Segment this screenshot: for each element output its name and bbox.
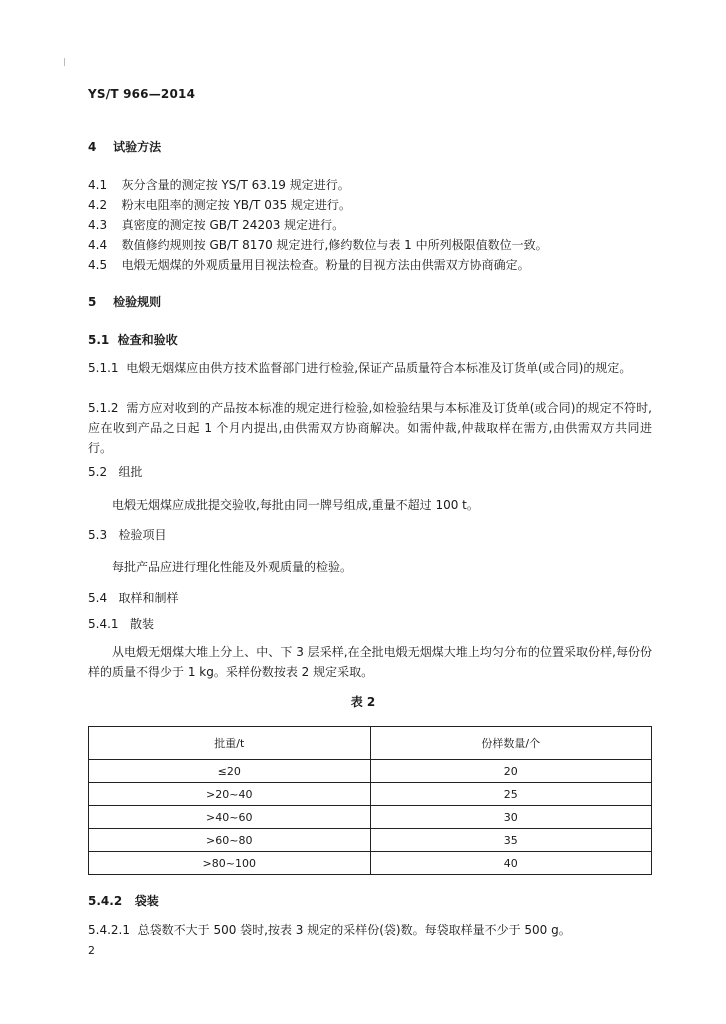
section-5-heading — [88, 294, 161, 310]
section-5-4-number: 5.4 — [88, 591, 108, 605]
section-4-title: 试验方法 — [113, 140, 162, 154]
clause-5-4-2-1 — [88, 922, 571, 938]
table-header-batch-weight: 批重/t — [89, 727, 371, 760]
section-5-4-1-title: 散装 — [130, 617, 155, 631]
section-5-4-1-number: 5.4.1 — [88, 617, 119, 631]
section-5-2-heading — [88, 464, 143, 480]
clause-4-2 — [88, 197, 351, 213]
table-cell-batch-weight: >20~40 — [89, 783, 371, 806]
clause-4-1-text: 灰分含量的测定按 YS/T 63.19 规定进行。 — [121, 178, 350, 192]
clause-5-1-1-text: 电煅无烟煤应由供方技术监督部门进行检验,保证产品质量符合本标准及订货单(或合同)的规定。 — [126, 361, 632, 375]
table-cell-sample-count: 40 — [370, 852, 652, 875]
clause-5-1-2 — [88, 398, 652, 458]
section-5-3-heading — [88, 527, 167, 543]
clause-4-4 — [88, 237, 548, 253]
table-row — [89, 760, 652, 783]
clause-4-3-text: 真密度的测定按 GB/T 24203 规定进行。 — [121, 218, 345, 232]
table-cell-batch-weight: >40~60 — [89, 806, 371, 829]
section-5-2-title: 组批 — [118, 465, 143, 479]
section-5-1-title: 检查和验收 — [117, 333, 178, 347]
section-5-4-2-number: 5.4.2 — [88, 894, 123, 908]
clause-4-5 — [88, 257, 530, 273]
table-cell-batch-weight: >80~100 — [89, 852, 371, 875]
table-cell-sample-count: 25 — [370, 783, 652, 806]
clause-5-1-1 — [88, 358, 652, 378]
section-5-4-heading — [88, 590, 179, 606]
table-cell-sample-count: 20 — [370, 760, 652, 783]
clause-4-1-number: 4.1 — [88, 178, 108, 192]
section-5-2-text: 电煅无烟煤应成批提交验收,每批由同一牌号组成,重量不超过 100 t。 — [112, 498, 479, 512]
clause-4-4-number: 4.4 — [88, 238, 108, 252]
clause-4-5-text: 电煅无烟煤的外观质量用目视法检查。粉量的目视方法由供需双方协商确定。 — [121, 258, 530, 272]
section-5-2-number: 5.2 — [88, 465, 108, 479]
table-row — [89, 829, 652, 852]
section-5-4-2-heading — [88, 893, 159, 909]
table-row — [89, 783, 652, 806]
table-cell-batch-weight: ≤20 — [89, 760, 371, 783]
clause-4-1 — [88, 177, 350, 193]
clause-5-4-2-1-text: 总袋数不大于 500 袋时,按表 3 规定的采样份(袋)数。每袋取样量不少于 500 g。 — [137, 923, 571, 937]
clause-5-4-2-1-number: 5.4.2.1 — [88, 923, 130, 937]
section-5-4-1-text: 从电煅无烟煤大堆上分上、中、下 3 层采样,在全批电煅无烟煤大堆上均匀分布的位置采取份样,每份份样的质量不得少于 1 kg。采样份数按表 2 规定采取。 — [88, 645, 652, 679]
clause-4-3 — [88, 217, 344, 233]
section-4-number: 4 — [88, 140, 97, 154]
clause-5-1-2-text: 需方应对收到的产品按本标准的规定进行检验,如检验结果与本标准及订货单(或合同)的规定不符时,应在收到产品之日起 1 个月内提出,由供需双方协商解决。如需仲裁,仲裁取样在需方,由供需双方共同进行。 — [88, 401, 652, 455]
section-5-4-2-title: 袋装 — [134, 894, 159, 908]
table-row — [89, 806, 652, 829]
section-5-4-title: 取样和制样 — [118, 591, 179, 605]
table-cell-sample-count: 35 — [370, 829, 652, 852]
clause-4-3-number: 4.3 — [88, 218, 108, 232]
standard-code-header: YS/T 966—2014 — [88, 87, 196, 101]
table-2-caption: 表 2 — [350, 695, 376, 709]
section-5-3-number: 5.3 — [88, 528, 108, 542]
section-5-number: 5 — [88, 295, 97, 309]
section-4-heading — [88, 139, 161, 155]
section-5-3-text: 每批产品应进行理化性能及外观质量的检验。 — [112, 560, 353, 574]
section-5-1-heading — [88, 332, 178, 348]
table-cell-sample-count: 30 — [370, 806, 652, 829]
sampling-table — [88, 726, 652, 875]
table-header-row — [89, 727, 652, 760]
clause-4-2-text: 粉末电阻率的测定按 YB/T 035 规定进行。 — [121, 198, 351, 212]
table-header-sample-count: 份样数量/个 — [370, 727, 652, 760]
page-number: 2 — [88, 944, 95, 957]
section-5-3-title: 检验项目 — [118, 528, 167, 542]
clause-5-1-1-number: 5.1.1 — [88, 361, 119, 375]
scan-mark — [64, 58, 65, 66]
table-row — [89, 852, 652, 875]
clause-4-5-number: 4.5 — [88, 258, 108, 272]
section-5-4-1-heading — [88, 616, 154, 632]
table-cell-batch-weight: >60~80 — [89, 829, 371, 852]
clause-4-2-number: 4.2 — [88, 198, 108, 212]
section-5-1-number: 5.1 — [88, 333, 110, 347]
clause-4-4-text: 数值修约规则按 GB/T 8170 规定进行,修约数位与表 1 中所列极限值数位一致。 — [121, 238, 548, 252]
section-5-title: 检验规则 — [113, 295, 162, 309]
clause-5-1-2-number: 5.1.2 — [88, 401, 119, 415]
